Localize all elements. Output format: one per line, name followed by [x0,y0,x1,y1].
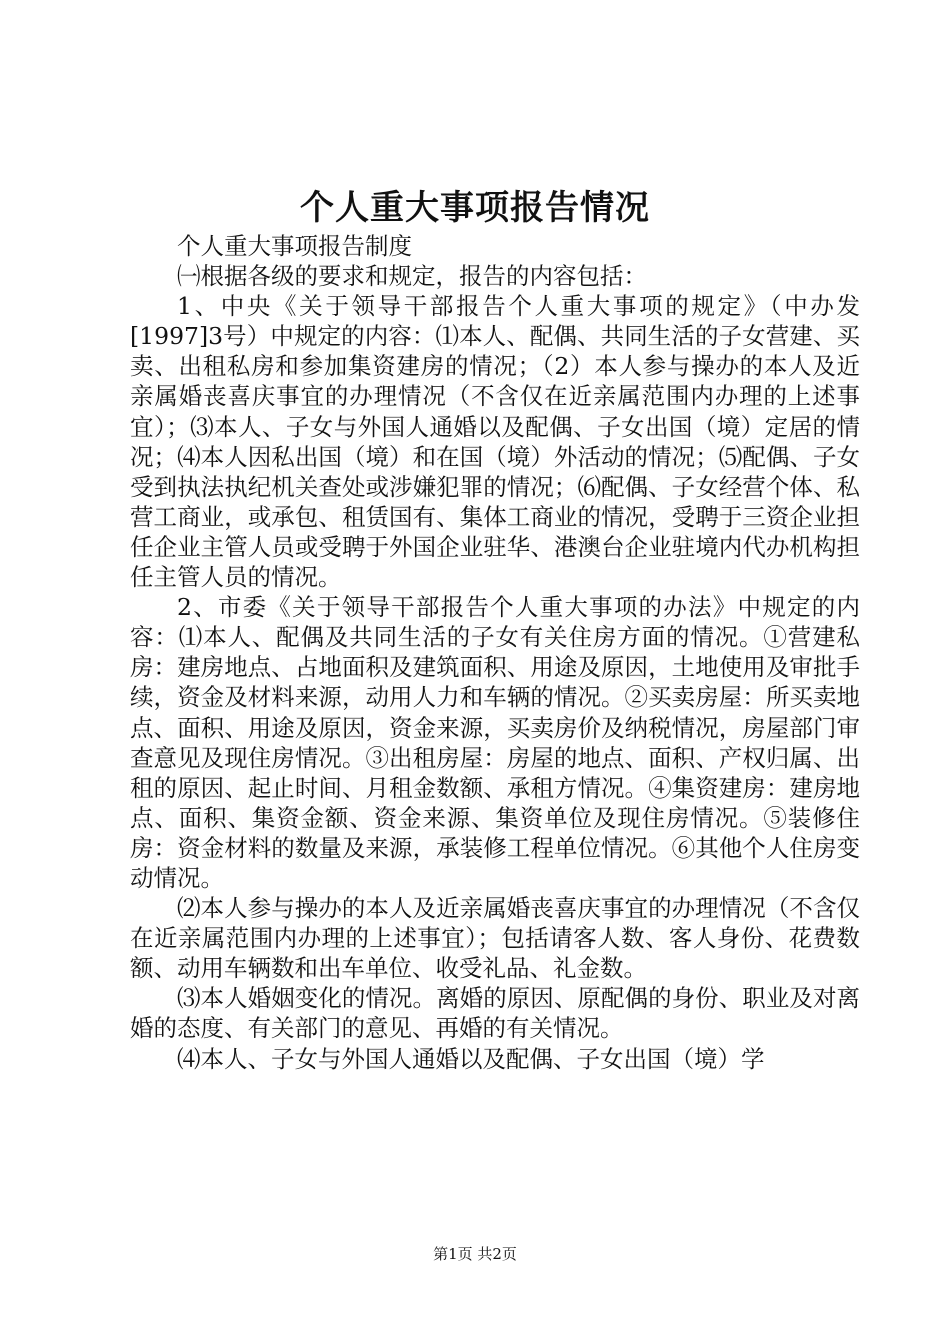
paragraph-foreign-marriage: ⑷本人、子女与外国人通婚以及配偶、子女出国（境）学 [177,1044,765,1073]
paragraph-marriage-changes: ⑶本人婚姻变化的情况。离婚的原因、原配偶的身份、职业及对离婚的态度、有关部门的意见、再婚的有关情况。 [130,984,860,1043]
page-number-footer: 第1页 共2页 [433,1245,517,1263]
paragraph-municipal-rules: 2、市委《关于领导干部报告个人重大事项的办法》中规定的内容：⑴本人、配偶及共同生活的子女有关住房方面的情况。①营建私房：建房地点、占地面积及建筑面积、用途及原因，土地使用及审批手续，资金及材料来源，动用人力和车辆的情况。②买卖房屋：所买卖地点、面积、用途及原因，资金来源，买卖房价及纳税情况，房屋部门审查意见及现住房情况。③出租房屋：房屋的地点、面积、产权归属、出租的原因、起止时间、月租金数额、承租方情况。④集资建房：建房地点、面积、集资金额、资金来源、集资单位及现住房情况。⑤装修住房：资金材料的数量及来源，承装修工程单位情况。⑥其他个人住房变动情况。 [130,593,860,892]
document-title: 个人重大事项报告情况 [300,188,650,228]
document-body [130,231,860,1074]
paragraph-intro: ㈠根据各级的要求和规定，报告的内容包括： [177,262,647,291]
paragraph-weddings-funerals: ⑵本人参与操办的本人及近亲属婚丧喜庆事宜的办理情况（不含仅在近亲属范围内办理的上述事宜）；包括请客人数、客人身份、花费数额、动用车辆数和出车单位、收受礼品、礼金数。 [130,894,860,983]
paragraph-central-rules: 1、中央《关于领导干部报告个人重大事项的规定》（中办发[1997]3号）中规定的内容：⑴本人、配偶、共同生活的子女营建、买卖、出租私房和参加集资建房的情况；（2）本人参与操办的本人及近亲属婚丧喜庆事宜的办理情况（不含仅在近亲属范围内办理的上述事宜）；⑶本人、子女与外国人通婚以及配偶、子女出国（境）定居的情况；⑷本人因私出国（境）和在国（境）外活动的情况；⑸配偶、子女受到执法执纪机关查处或涉嫌犯罪的情况；⑹配偶、子女经营个体、私营工商业，或承包、租赁国有、集体工商业的情况，受聘于三资企业担任企业主管人员或受聘于外国企业驻华、港澳台企业驻境内代办机构担任主管人员的情况。 [130,292,860,592]
paragraph-heading: 个人重大事项报告制度 [177,232,412,260]
